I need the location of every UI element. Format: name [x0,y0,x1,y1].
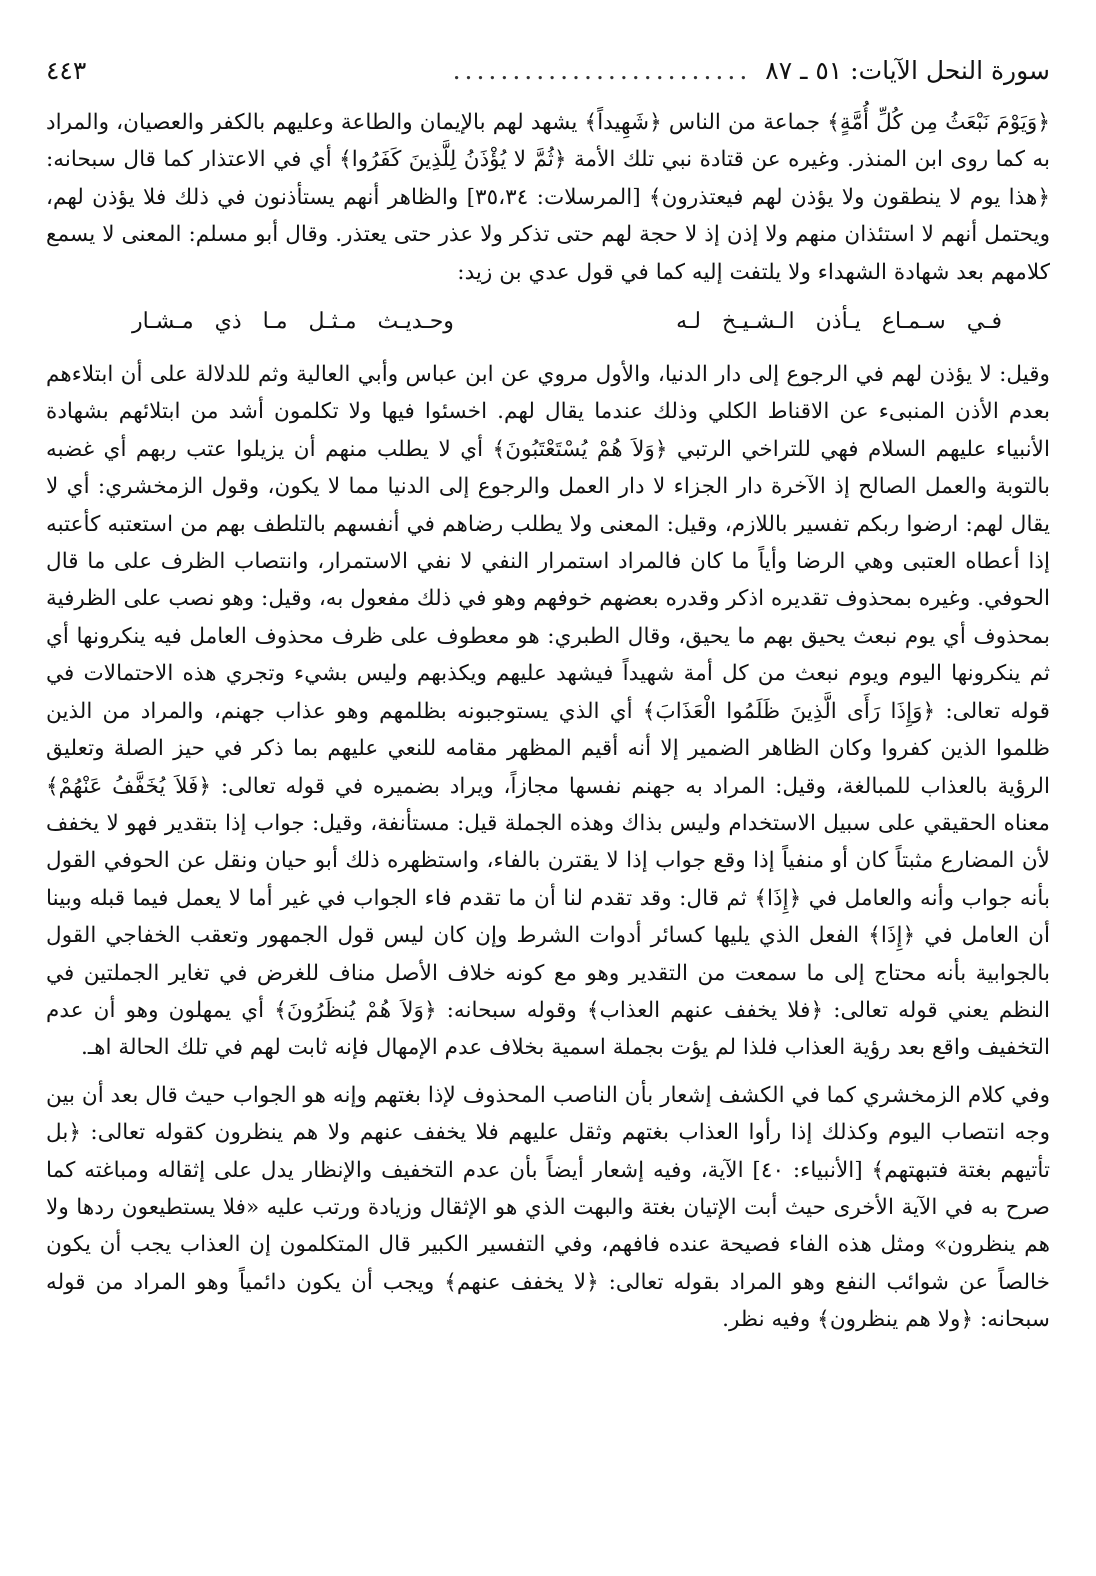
page-number: ٤٤٣ [46,56,87,85]
page [46,56,1050,1349]
verse-second-hemistich: وحـديـث مـثـل مـا ذي مـشـار [132,309,454,335]
poetry-verse [46,301,1050,356]
verse-first-hemistich: فـي سـمـاع يـأذن الـشـيـخ لـه [676,309,1002,335]
leader-dots: ......................... [452,56,752,85]
running-head [46,56,1050,104]
paragraph-3: وفي كلام الزمخشري كما في الكشف إشعار بأن الناصب المحذوف لإذا بغتهم وإنه هو الجواب حيث قال بعد أن بين وجه انتصاب اليوم وكذلك إذا رأوا العذاب بغتهم وثقل عليهم فلا يخفف عنهم ولا هم ينظرون كقوله تعالى: ﴿بل تأتيهم بغتة فتبهتهم﴾ [الأنبياء: ٤٠] الآية، وفيه إشعار أيضاً بأن عدم التخفيف والإنظار يدل على إثقاله ومباغته كما صرح به في الآية الأخرى حيث أبت الإتيان بغتة والبهت الذي هو الإثقال وزيادة ورتب عليه «فلا يستطيعون ردها ولا هم ينظرون» ومثل هذه الفاء فصيحة عنده فافهم، وفي التفسير الكبير قال المتكلمون إن العذاب يجب أن يكون خالصاً عن شوائب النفع وهو المراد بقوله تعالى: ﴿لا يخفف عنهم﴾ ويجب أن يكون دائمياً وهو المراد من قوله سبحانه: ﴿ولا هم ينظرون﴾ وفيه نظر. [46,1082,1050,1333]
surah-title: سورة النحل الآيات: ٥١ ـ ٨٧ [765,56,1050,85]
paragraph-1: ﴿وَيَوْمَ نَبْعَثُ مِن كُلِّ أُمَّةٍ﴾ جماعة من الناس ﴿شَهِيداً﴾ يشهد لهم بالإيمان والطاعة وعليهم بالكفر والعصيان، والمراد به كما روى ابن المنذر. وغيره عن قتادة نبي تلك الأمة ﴿ثُمَّ لا يُؤْذَنُ لِلَّذِينَ كَفَرُوا﴾ أي في الاعتذار كما قال سبحانه: ﴿هذا يوم لا ينطقون ولا يؤذن لهم فيعتذرون﴾ [المرسلات: ٣٥،٣٤] والظاهر أنهم يستأذنون في ذلك فلا يؤذن لهم، ويحتمل أنهم لا استئذان منهم ولا إذن إذ لا حجة لهم حتى تذكر ولا عذر حتى يعتذر. وقال أبو مسلم: المعنى لا يسمع كلامهم بعد شهادة الشهداء ولا يلتفت إليه كما في قول عدي بن زيد: [46,110,1051,285]
paragraph-2: وقيل: لا يؤذن لهم في الرجوع إلى دار الدنيا، والأول مروي عن ابن عباس وأبي العالية وثم للدلالة على أن ابتلاءهم بعدم الأذن المنبىء عن الاقناط الكلي وذلك عندما يقال لهم. اخسئوا فيها ولا تكلمون أشد من ابتلائهم بشهادة الأنبياء عليهم السلام فهي للتراخي الرتبي ﴿وَلاَ هُمْ يُسْتَعْتَبُونَ﴾ أي لا يطلب منهم أن يزيلوا عتب ربهم أي غضبه بالتوبة والعمل الصالح إذ الآخرة دار الجزاء لا دار العمل والرجوع إلى الدنيا مما لا يكون، وقول الزمخشري: أي لا يقال لهم: ارضوا ربكم تفسير باللازم، وقيل: المعنى ولا يطلب رضاهم في أنفسهم بالتلطف بهم من استعتبه كأعتبه إذا أعطاه العتبى وهي الرضا وأياً ما كان فالمراد استمرار النفي لا نفي الاستمرار، وانتصاب الظرف على ما قال الحوفي. وغيره بمحذوف تقديره اذكر وقدره بعضهم خوفهم وهو في ذلك مفعول به، وقيل: وهو نصب على الظرفية بمحذوف أي يوم نبعث يحيق بهم ما يحيق، وقال الطبري: هو معطوف على ظرف محذوف العامل فيه ينكرونها أي ثم ينكرونها اليوم ويوم نبعث من كل أمة شهيداً فيشهد عليهم ويكذبهم وليس بشيء وتجري هذه الاحتمالات في قوله تعالى: ﴿وَإِذَا رَأَى الَّذِينَ ظَلَمُوا الْعَذَابَ﴾ أي الذي يستوجبونه بظلمهم وهو عذاب جهنم، والمراد من الذين ظلموا الذين كفروا وكان الظاهر الضمير إلا أنه أقيم المظهر مقامه للنعي عليهم بما ذكر في حيز الصلة وتعليق الرؤية بالعذاب للمبالغة، وقيل: المراد به جهنم نفسها مجازاً، ويراد بضميره في قوله تعالى: ﴿فَلاَ يُخَفَّفُ عَنْهُمْ﴾ معناه الحقيقي على سبيل الاستخدام وليس بذاك وهذه الجملة قيل: مستأنفة، وقيل: جواب إذا بتقدير فهو لا يخفف لأن المضارع مثبتاً كان أو منفياً إذا وقع جواب إذا لا يقترن بالفاء، واستظهره ذلك أبو حيان ونقل عن الحوفي القول بأنه جواب وأنه والعامل في ﴿إِذَا﴾ ثم قال: وقد تقدم لنا أن ما تقدم فاء الجواب في غير أما لا يعمل فيما قبله وبينا أن العامل في ﴿إِذَا﴾ الفعل الذي يليها كسائر أدوات الشرط وإن كان ليس قول الجمهور وتعقب الخفاجي القول بالجوابية بأنه محتاج إلى ما سمعت من التقدير وهو مع كونه خلاف الأصل مناف للغرض في تغاير الجملتين في النظم يعني قوله تعالى: ﴿فلا يخفف عنهم العذاب﴾ وقوله سبحانه: ﴿وَلاَ هُمْ يُنظَرُونَ﴾ أي يمهلون وهو أن عدم التخفيف واقع بعد رؤية العذاب فلذا لم يؤت بجملة اسمية بخلاف عدم الإمهال فإنه ثابت لهم في تلك الحالة اهـ. [46,362,1050,1061]
